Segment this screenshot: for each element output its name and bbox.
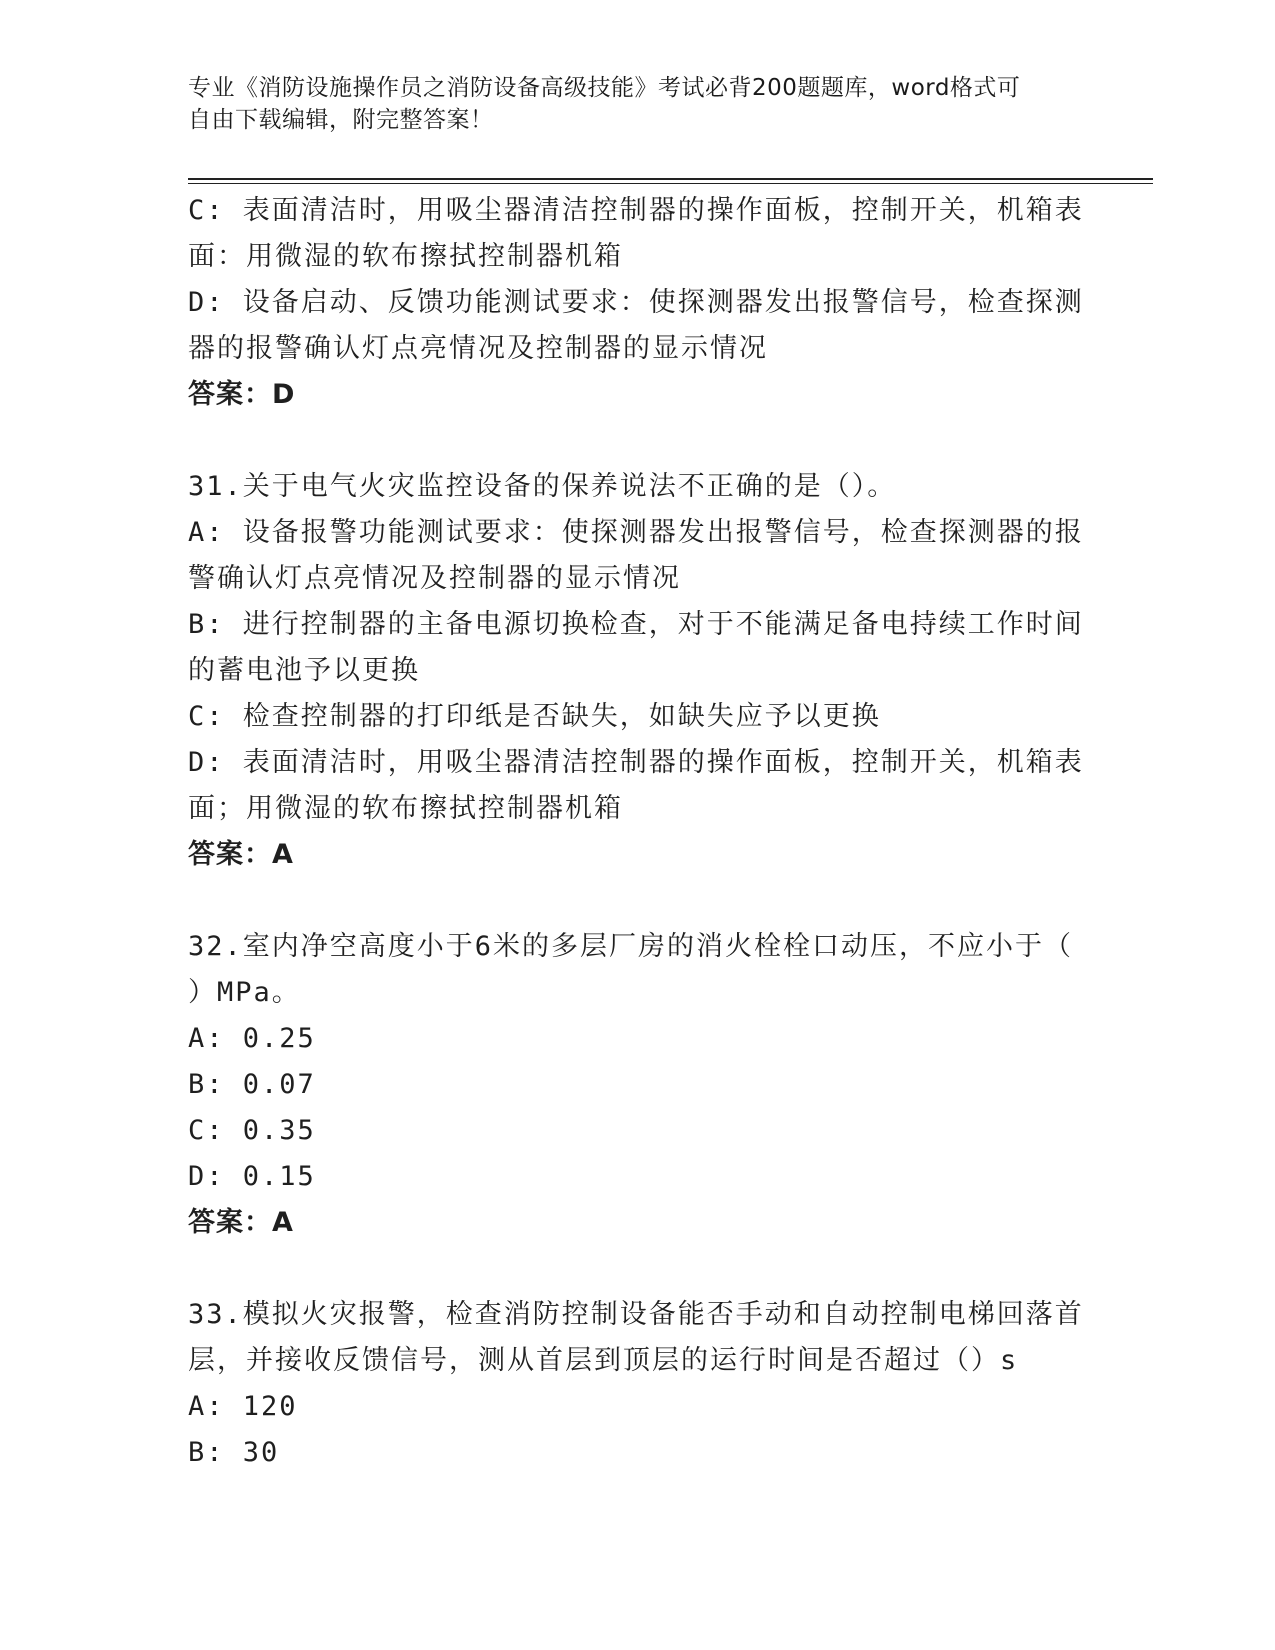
answer: 答案：D <box>188 379 296 410</box>
option-d: D: 表面清洁时，用吸尘器清洁控制器的操作面板，控制开关，机箱表 <box>188 747 1084 778</box>
header-line-2: 自由下载编辑，附完整答案！ <box>188 107 494 133</box>
question-list <box>188 188 1084 1476</box>
header-divider-thin <box>188 183 1153 184</box>
option-c: C: 0.35 <box>188 1115 316 1146</box>
spacer <box>188 878 1078 924</box>
question-text: 33.模拟火灾报警，检查消防控制设备能否手动和自动控制电梯回落首 <box>188 1299 1084 1330</box>
question-text: 31.关于电气火灾监控设备的保养说法不正确的是（）。 <box>188 471 897 502</box>
option-b: B: 进行控制器的主备电源切换检查，对于不能满足备电持续工作时间 <box>188 609 1084 640</box>
header-line-1: 专业《消防设施操作员之消防设备高级技能》考试必背200题题库，word格式可 <box>188 75 1021 101</box>
question-text-cont: ）MPa。 <box>188 977 301 1008</box>
option-d-cont: 面；用微湿的软布擦拭控制器机箱 <box>188 793 623 824</box>
header-divider-thick <box>188 178 1153 180</box>
spacer <box>188 418 1078 464</box>
option-a: A: 0.25 <box>188 1023 316 1054</box>
option-c: C: 检查控制器的打印纸是否缺失，如缺失应予以更换 <box>188 701 881 732</box>
option-c-cont: 面：用微湿的软布擦拭控制器机箱 <box>188 241 623 272</box>
question-prev <box>188 188 1084 418</box>
option-d: D: 0.15 <box>188 1161 316 1192</box>
option-b: B: 30 <box>188 1437 280 1468</box>
question-32 <box>188 924 1078 1246</box>
question-text-cont: 层，并接收反馈信号，测从首层到顶层的运行时间是否超过（）s <box>188 1345 1019 1376</box>
question-31 <box>188 464 1084 878</box>
option-d: D: 设备启动、反馈功能测试要求：使探测器发出报警信号，检查探测 <box>188 287 1084 318</box>
question-33 <box>188 1292 1084 1476</box>
question-text: 32.室内净空高度小于6米的多层厂房的消火栓栓口动压，不应小于（ <box>188 931 1074 962</box>
answer: 答案：A <box>188 1207 294 1238</box>
option-b: B: 0.07 <box>188 1069 316 1100</box>
option-c: C: 表面清洁时，用吸尘器清洁控制器的操作面板，控制开关，机箱表 <box>188 195 1084 226</box>
option-b-cont: 的蓄电池予以更换 <box>188 655 420 686</box>
spacer <box>188 1246 1078 1292</box>
answer: 答案：A <box>188 839 294 870</box>
option-a: A: 设备报警功能测试要求：使探测器发出报警信号，检查探测器的报 <box>188 517 1084 548</box>
document-header <box>188 72 1088 136</box>
option-a-cont: 警确认灯点亮情况及控制器的显示情况 <box>188 563 681 594</box>
option-d-cont: 器的报警确认灯点亮情况及控制器的显示情况 <box>188 333 768 364</box>
option-a: A: 120 <box>188 1391 298 1422</box>
